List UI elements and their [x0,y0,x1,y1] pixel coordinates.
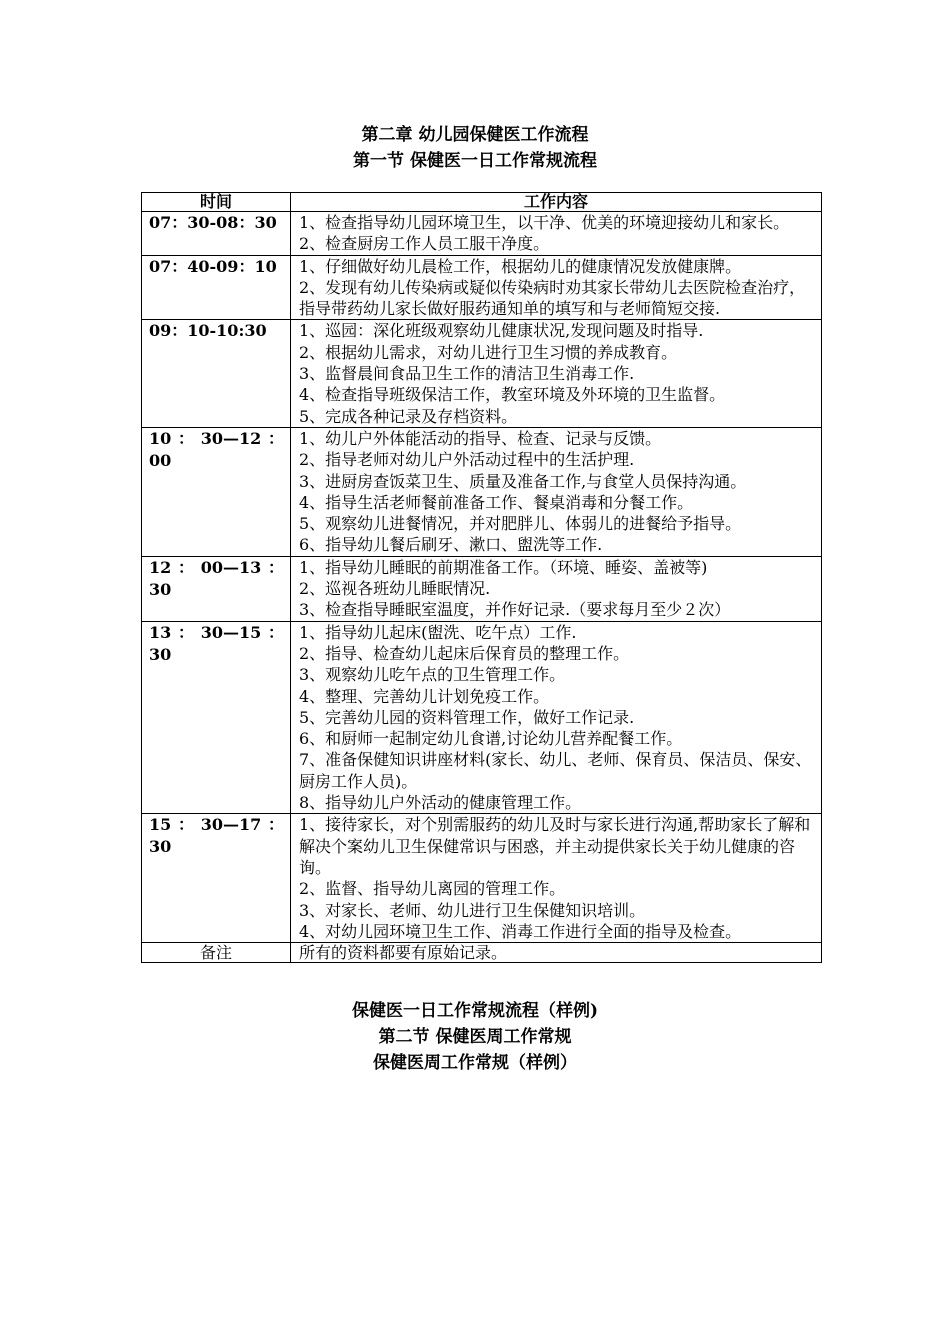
work-item: 3、监督晨间食品卫生工作的清洁卫生消毒工作. [299,364,635,384]
weekly-caption: 保健医周工作常规（样例） [373,1053,577,1073]
table-caption: 保健医一日工作常规流程（样例) [351,1001,599,1021]
work-item: 2、指导、检查幼儿起床后保育员的整理工作。 [299,643,630,663]
section-title: 第一节 保健医一日工作常规流程 [353,151,597,171]
time-cell: 13：30—15：30 [142,621,291,814]
section2-title: 第二节 保健医周工作常规 [378,1027,572,1047]
table-header-row [142,193,822,212]
work-cell [291,814,822,943]
table-row [142,427,822,556]
chapter-title: 第二章 幼儿园保健医工作流程 [361,125,589,145]
work-item: 3、对家长、老师、幼儿进行卫生保健知识培训。 [299,900,646,920]
work-item: 2、检查厨房工作人员工服干净度。 [299,234,550,254]
work-item: 4、指导生活老师餐前准备工作、餐桌消毒和分餐工作。 [299,492,694,512]
work-item: 2、根据幼儿需求，对幼儿进行卫生习惯的养成教育。 [299,342,678,362]
work-item: 3、观察幼儿吃午点的卫生管理工作。 [299,665,566,685]
table-row [142,212,822,256]
work-item: 5、完善幼儿园的资料管理工作，做好工作记录. [299,707,635,727]
work-item: 6、和厨师一起制定幼儿食谱,讨论幼儿营养配餐工作。 [299,729,683,749]
schedule-table [141,192,822,963]
time-cell: 10：30—12：00 [142,427,291,556]
time-cell: 07：40-09：10 [142,255,291,320]
note-text: 所有的资料都要有原始记录。 [291,943,822,963]
work-item: 1、指导幼儿睡眠的前期准备工作。（环境、睡姿、盖被等) [299,557,708,577]
work-item: 5、完成各种记录及存档资料。 [299,406,518,426]
table-row [142,556,822,621]
work-cell [291,621,822,814]
table-body [142,212,822,963]
work-item: 1、仔细做好幼儿晨检工作，根据幼儿的健康情况发放健康牌。 [299,256,742,276]
work-cell [291,255,822,320]
table-row [142,320,822,427]
work-item: 2、巡视各班幼儿睡眠情况. [299,579,491,599]
work-item: 2、指导老师对幼儿户外活动过程中的生活护理. [299,450,635,470]
work-item: 8、指导幼儿户外活动的健康管理工作。 [299,793,582,813]
work-item: 6、指导幼儿餐后刷牙、漱口、盥洗等工作. [299,535,603,555]
work-item: 1、指导幼儿起床(盥洗、吃午点）工作. [299,622,577,642]
work-cell [291,212,822,256]
work-item: 5、观察幼儿进餐情况，并对肥胖儿、体弱儿的进餐给予指导。 [299,514,742,534]
work-item: 4、检查指导班级保洁工作，教室环境及外环境的卫生监督。 [299,385,726,405]
work-item: 4、对幼儿园环境卫生工作、消毒工作进行全面的指导及检查。 [299,921,742,941]
time-cell: 15：30—17：30 [142,814,291,943]
table-row [142,621,822,814]
work-item: 1、检查指导幼儿园环境卫生，以干净、优美的环境迎接幼儿和家长。 [299,213,790,232]
work-item: 2、发现有幼儿传染病或疑似传染病时劝其家长带幼儿去医院检查治疗，指导带药幼儿家长做好服药通知单的填写和与老师简短交接. [299,277,806,319]
header-time: 时间 [142,193,291,212]
table-row [142,255,822,320]
work-item: 1、幼儿户外体能活动的指导、检查、记录与反馈。 [299,428,662,448]
work-item: 2、监督、指导幼儿离园的管理工作。 [299,879,566,899]
time-cell: 12：00—13：30 [142,556,291,621]
table-row [142,814,822,943]
time-cell: 09：10-10:30 [142,320,291,427]
work-item: 1、巡园：深化班级观察幼儿健康状况,发现问题及时指导. [299,321,704,341]
work-item: 1、接待家长，对个别需服药的幼儿及时与家长进行沟通,帮助家长了解和解决个案幼儿卫生保健常识与困惑，并主动提供家长关于幼儿健康的咨询。 [299,815,811,877]
work-item: 3、进厨房查饭菜卫生、质量及准备工作,与食堂人员保持沟通。 [299,471,747,491]
header-work: 工作内容 [291,193,822,212]
work-item: 4、整理、完善幼儿计划免疫工作。 [299,686,550,706]
work-cell [291,556,822,621]
note-row [142,943,822,963]
note-label: 备注 [142,943,291,963]
time-cell: 07：30-08：30 [142,212,291,256]
work-cell [291,320,822,427]
work-item: 3、检查指导睡眠室温度，并作好记录.（要求每月至少２次） [299,600,731,620]
work-cell [291,427,822,556]
work-item: 7、准备保健知识讲座材料(家长、幼儿、老师、保育员、保洁员、保安、厨房工作人员)。 [299,750,812,791]
